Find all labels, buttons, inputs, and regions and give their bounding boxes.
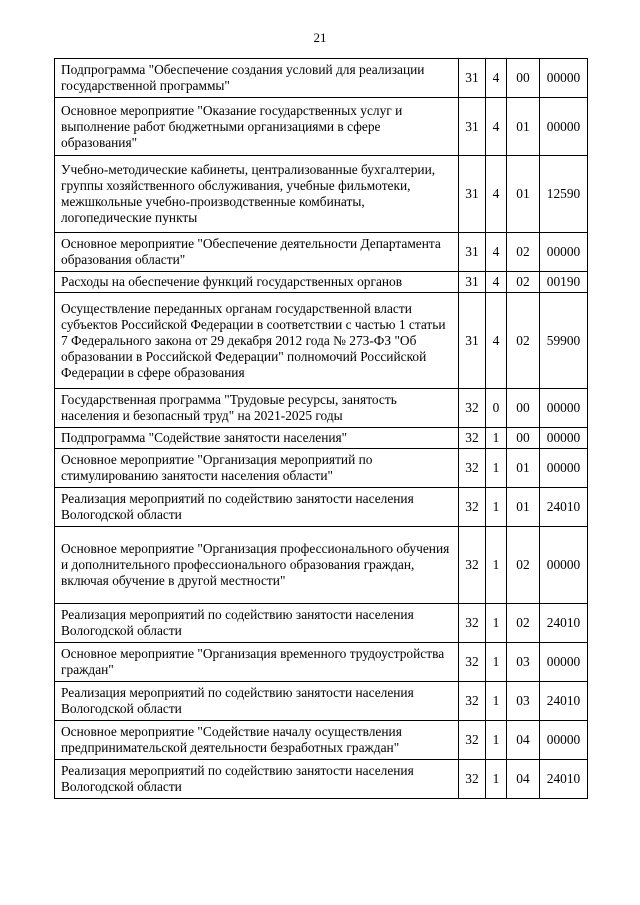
code-cell-2: 1 bbox=[486, 488, 507, 527]
page-number: 21 bbox=[313, 30, 327, 45]
code-cell-3: 00 bbox=[507, 428, 540, 449]
budget-table bbox=[54, 58, 588, 799]
table-row bbox=[55, 527, 588, 604]
code-cell-2: 1 bbox=[486, 604, 507, 643]
code-cell-1: 31 bbox=[459, 233, 486, 272]
code-cell-1: 32 bbox=[459, 721, 486, 760]
code-cell-2: 1 bbox=[486, 449, 507, 488]
code-cell-3: 04 bbox=[507, 721, 540, 760]
code-cell-4: 24010 bbox=[540, 682, 588, 721]
code-cell-4: 24010 bbox=[540, 760, 588, 799]
code-cell-3: 03 bbox=[507, 682, 540, 721]
row-name-cell: Основное мероприятие "Оказание государственных услуг и выполнение работ бюджетными организациями в сфере образования" bbox=[55, 98, 459, 156]
code-cell-1: 32 bbox=[459, 682, 486, 721]
row-name-cell: Реализация мероприятий по содействию занятости населения Вологодской области bbox=[55, 682, 459, 721]
code-cell-1: 31 bbox=[459, 98, 486, 156]
row-name-cell: Основное мероприятие "Организация профессионального обучения и дополнительного профессионального образования граждан, включая обучение в другой местности" bbox=[55, 527, 459, 604]
code-cell-1: 32 bbox=[459, 449, 486, 488]
code-cell-1: 32 bbox=[459, 488, 486, 527]
code-cell-4: 00000 bbox=[540, 98, 588, 156]
code-cell-3: 02 bbox=[507, 293, 540, 389]
row-name-cell: Расходы на обеспечение функций государственных органов bbox=[55, 272, 459, 293]
row-name-cell: Основное мероприятие "Обеспечение деятельности Департамента образования области" bbox=[55, 233, 459, 272]
code-cell-2: 1 bbox=[486, 643, 507, 682]
row-name-cell: Основное мероприятие "Организация временного трудоустройства граждан" bbox=[55, 643, 459, 682]
code-cell-2: 4 bbox=[486, 293, 507, 389]
table-row bbox=[55, 156, 588, 233]
code-cell-2: 1 bbox=[486, 428, 507, 449]
code-cell-4: 00000 bbox=[540, 389, 588, 428]
code-cell-3: 01 bbox=[507, 156, 540, 233]
table-row bbox=[55, 59, 588, 98]
code-cell-1: 31 bbox=[459, 272, 486, 293]
code-cell-4: 24010 bbox=[540, 604, 588, 643]
code-cell-1: 31 bbox=[459, 59, 486, 98]
table-row bbox=[55, 488, 588, 527]
code-cell-3: 02 bbox=[507, 604, 540, 643]
table-row bbox=[55, 293, 588, 389]
code-cell-4: 00000 bbox=[540, 643, 588, 682]
code-cell-3: 01 bbox=[507, 98, 540, 156]
table-row bbox=[55, 682, 588, 721]
row-name-cell: Основное мероприятие "Содействие началу осуществления предпринимательской деятельности безработных граждан" bbox=[55, 721, 459, 760]
code-cell-4: 59900 bbox=[540, 293, 588, 389]
code-cell-3: 03 bbox=[507, 643, 540, 682]
code-cell-3: 02 bbox=[507, 527, 540, 604]
table-row bbox=[55, 721, 588, 760]
code-cell-1: 31 bbox=[459, 156, 486, 233]
table-row bbox=[55, 272, 588, 293]
code-cell-4: 00000 bbox=[540, 449, 588, 488]
code-cell-2: 0 bbox=[486, 389, 507, 428]
code-cell-1: 32 bbox=[459, 428, 486, 449]
row-name-cell: Осуществление переданных органам государственной власти субъектов Российской Федерации в соответствии с частью 1 статьи 7 Федерального закона от 29 декабря 2012 года № 273-ФЗ "Об образовании в Российской Федерации" полномочий Российской Федерации в сфере образования bbox=[55, 293, 459, 389]
row-name-cell: Подпрограмма "Обеспечение создания условий для реализации государственной программы" bbox=[55, 59, 459, 98]
code-cell-3: 02 bbox=[507, 233, 540, 272]
row-name-cell: Реализация мероприятий по содействию занятости населения Вологодской области bbox=[55, 604, 459, 643]
code-cell-4: 00000 bbox=[540, 233, 588, 272]
table-row bbox=[55, 449, 588, 488]
table-row bbox=[55, 760, 588, 799]
row-name-cell: Учебно-методические кабинеты, централизованные бухгалтерии, группы хозяйственного обслуживания, учебные фильмотеки, межшкольные учебно-производственные комбинаты, логопедические пункты bbox=[55, 156, 459, 233]
code-cell-1: 31 bbox=[459, 293, 486, 389]
table-row bbox=[55, 389, 588, 428]
code-cell-2: 4 bbox=[486, 156, 507, 233]
code-cell-2: 1 bbox=[486, 527, 507, 604]
code-cell-2: 4 bbox=[486, 59, 507, 98]
code-cell-4: 00000 bbox=[540, 59, 588, 98]
code-cell-3: 04 bbox=[507, 760, 540, 799]
row-name-cell: Реализация мероприятий по содействию занятости населения Вологодской области bbox=[55, 760, 459, 799]
row-name-cell: Подпрограмма "Содействие занятости населения" bbox=[55, 428, 459, 449]
row-name-cell: Государственная программа "Трудовые ресурсы, занятость населения и безопасный труд" на 2021-2025 годы bbox=[55, 389, 459, 428]
code-cell-4: 00000 bbox=[540, 428, 588, 449]
code-cell-3: 02 bbox=[507, 272, 540, 293]
code-cell-2: 1 bbox=[486, 760, 507, 799]
code-cell-3: 00 bbox=[507, 389, 540, 428]
code-cell-2: 1 bbox=[486, 682, 507, 721]
code-cell-1: 32 bbox=[459, 604, 486, 643]
code-cell-4: 12590 bbox=[540, 156, 588, 233]
code-cell-3: 00 bbox=[507, 59, 540, 98]
table-row bbox=[55, 643, 588, 682]
code-cell-2: 4 bbox=[486, 233, 507, 272]
table-row bbox=[55, 604, 588, 643]
code-cell-1: 32 bbox=[459, 389, 486, 428]
code-cell-1: 32 bbox=[459, 527, 486, 604]
code-cell-3: 01 bbox=[507, 449, 540, 488]
code-cell-2: 4 bbox=[486, 272, 507, 293]
table-row bbox=[55, 233, 588, 272]
code-cell-1: 32 bbox=[459, 643, 486, 682]
code-cell-2: 4 bbox=[486, 98, 507, 156]
row-name-cell: Основное мероприятие "Организация мероприятий по стимулированию занятости населения области" bbox=[55, 449, 459, 488]
code-cell-1: 32 bbox=[459, 760, 486, 799]
table-row bbox=[55, 428, 588, 449]
code-cell-4: 24010 bbox=[540, 488, 588, 527]
code-cell-4: 00000 bbox=[540, 721, 588, 760]
code-cell-2: 1 bbox=[486, 721, 507, 760]
code-cell-4: 00190 bbox=[540, 272, 588, 293]
row-name-cell: Реализация мероприятий по содействию занятости населения Вологодской области bbox=[55, 488, 459, 527]
code-cell-3: 01 bbox=[507, 488, 540, 527]
code-cell-4: 00000 bbox=[540, 527, 588, 604]
table-row bbox=[55, 98, 588, 156]
